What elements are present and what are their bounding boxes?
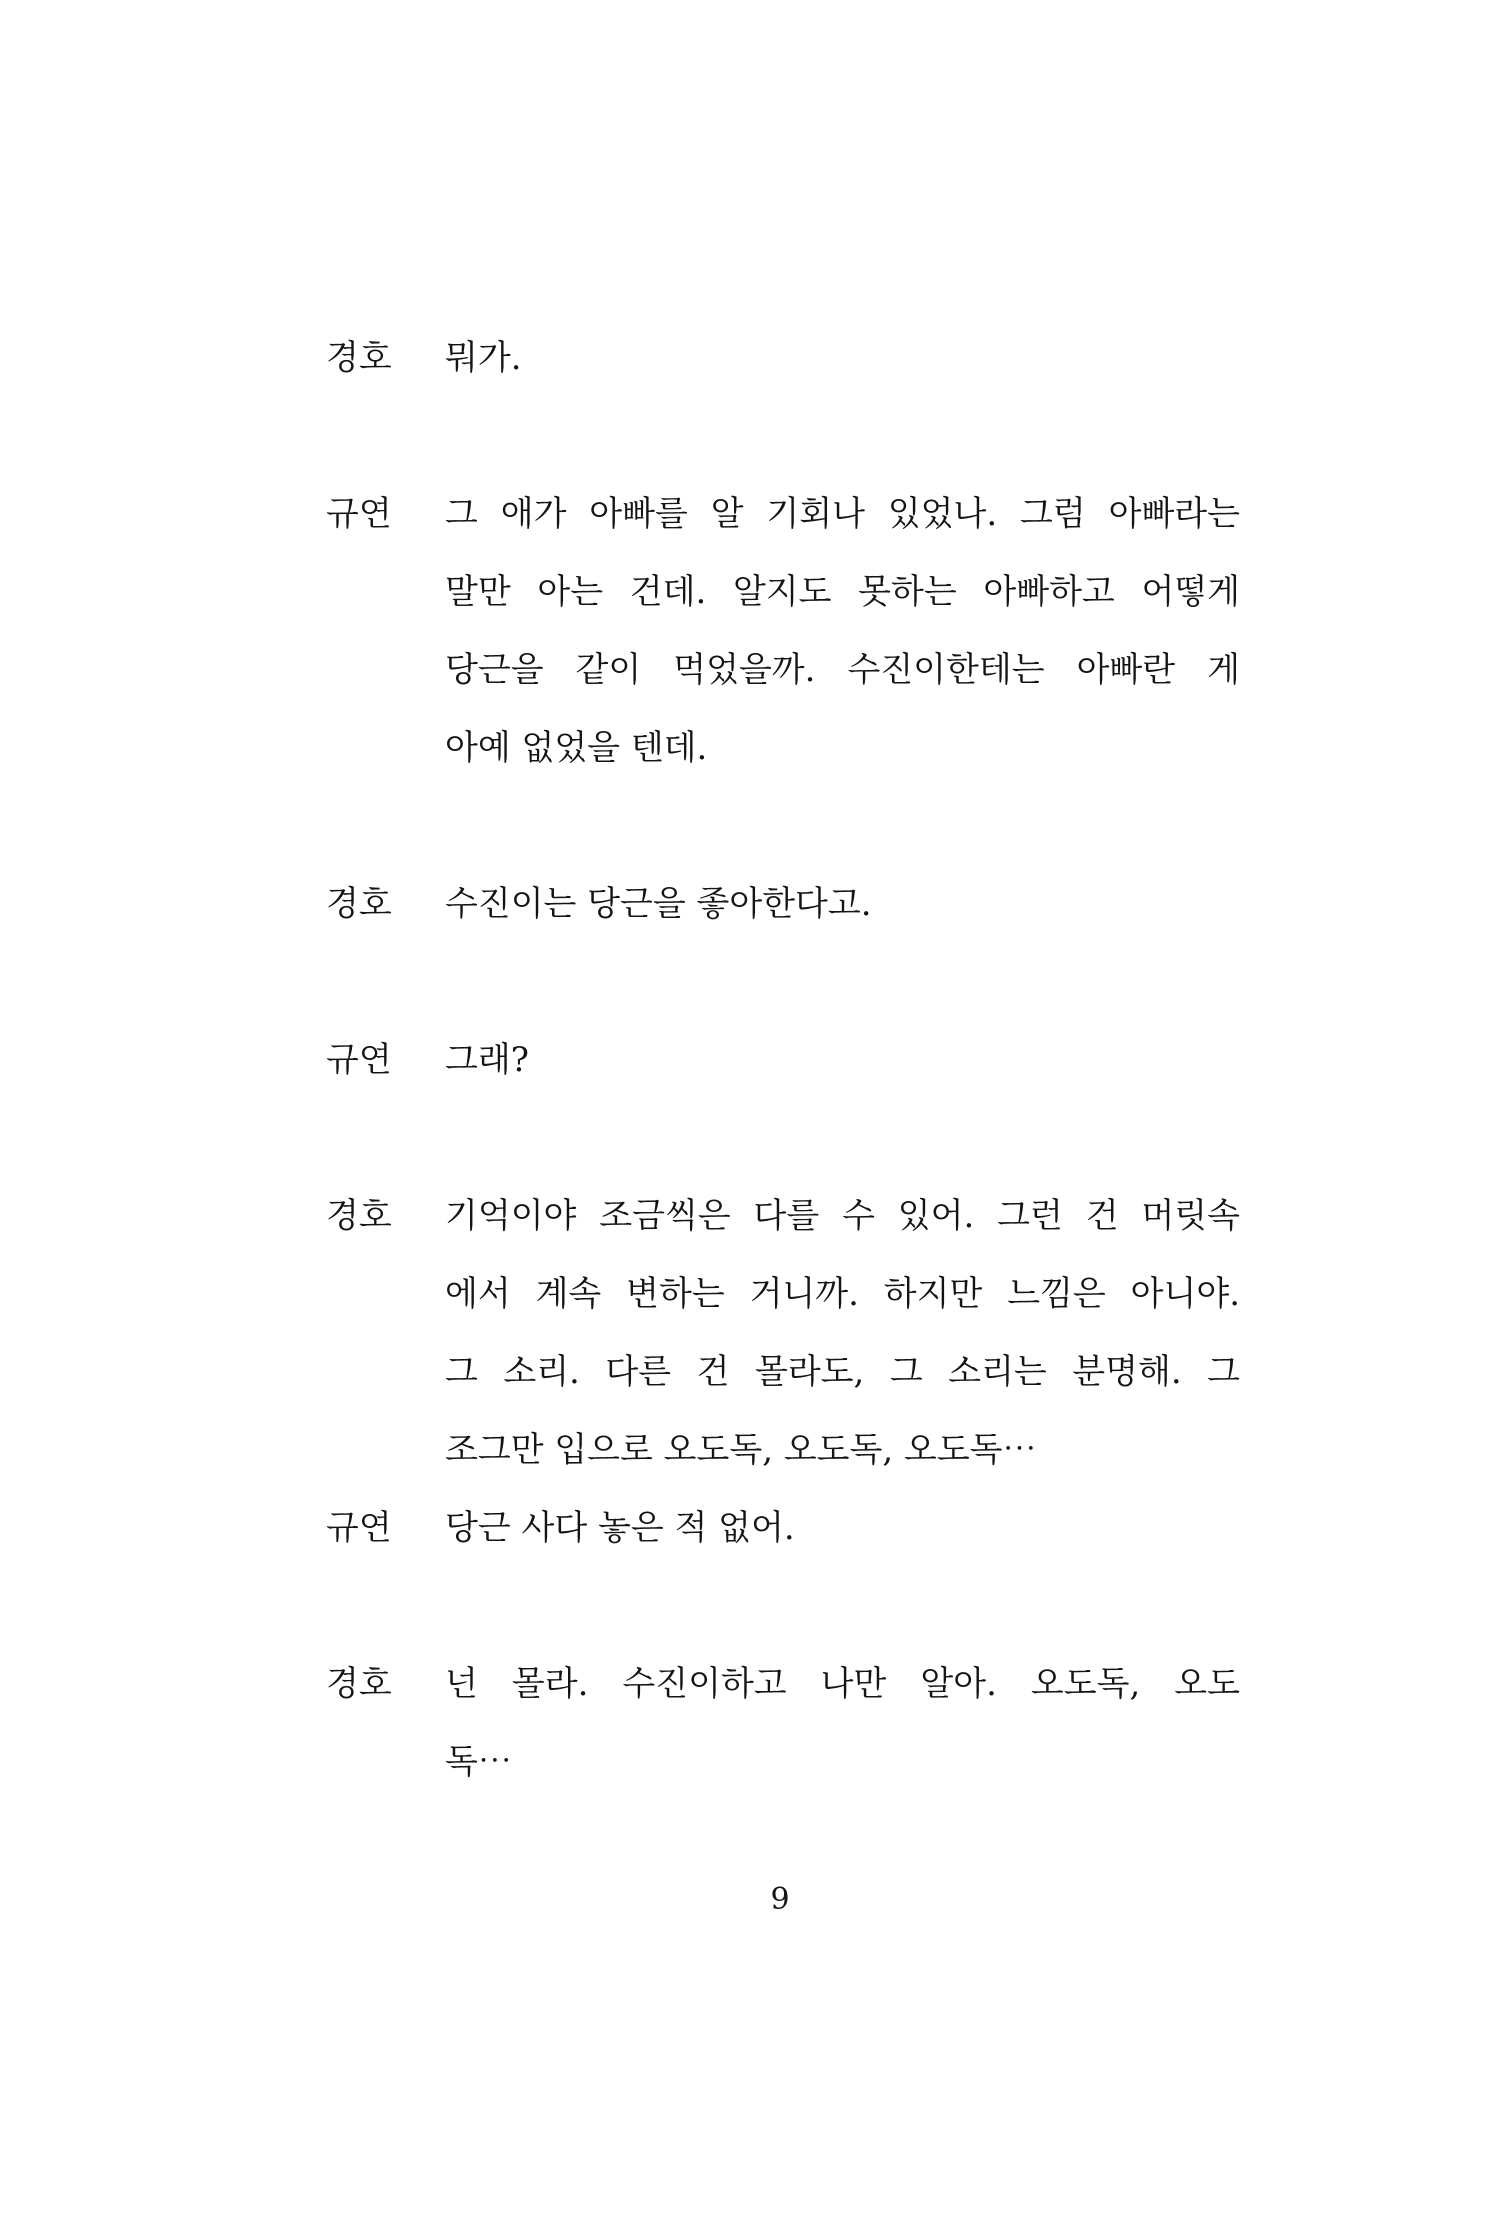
speaker-name: 규연 <box>326 1508 392 1548</box>
dialogue-line: 수진이는 당근을 좋아한다고. <box>445 884 872 924</box>
speaker-name: 경호 <box>326 338 392 378</box>
dialogue-entry <box>326 319 1246 397</box>
dialogue-entry <box>326 1645 1246 1801</box>
dialogue-line: 에서 계속 변하는 거니까. 하지만 느낌은 아니야. <box>445 1274 1240 1314</box>
dialogue-entry <box>326 475 1246 787</box>
dialogue-text <box>445 319 1240 397</box>
dialogue-text <box>445 1021 1240 1099</box>
dialogue-line: 독⋯ <box>445 1742 512 1782</box>
dialogue-entry <box>326 1177 1246 1489</box>
dialogue-entry <box>326 1489 1246 1567</box>
dialogue-line: 뭐가. <box>445 338 522 378</box>
page-number: 9 <box>770 1882 790 1917</box>
dialogue-line: 기억이야 조금씩은 다를 수 있어. 그런 건 머릿속 <box>445 1196 1240 1236</box>
speaker-name: 규연 <box>326 1040 392 1080</box>
dialogue-line: 당근을 같이 먹었을까. 수진이한테는 아빠란 게 <box>445 650 1240 690</box>
dialogue-line: 아예 없었을 텐데. <box>445 728 708 768</box>
dialogue-entry <box>326 1021 1246 1099</box>
dialogue-text <box>445 1177 1240 1489</box>
speaker-name: 규연 <box>326 494 392 534</box>
speaker-name: 경호 <box>326 1664 392 1704</box>
dialogue-line: 말만 아는 건데. 알지도 못하는 아빠하고 어떻게 <box>445 572 1240 612</box>
speaker-name: 경호 <box>326 884 392 924</box>
script-body <box>326 319 1246 1879</box>
dialogue-line: 넌 몰라. 수진이하고 나만 알아. 오도독, 오도 <box>445 1664 1240 1704</box>
dialogue-text <box>445 865 1240 943</box>
dialogue-text <box>445 1489 1240 1567</box>
dialogue-line: 그 소리. 다른 건 몰라도, 그 소리는 분명해. 그 <box>445 1352 1240 1392</box>
dialogue-line: 당근 사다 놓은 적 없어. <box>445 1508 795 1548</box>
dialogue-line: 그 애가 아빠를 알 기회나 있었나. 그럼 아빠라는 <box>445 494 1240 534</box>
dialogue-entry <box>326 865 1246 943</box>
dialogue-text <box>445 475 1240 787</box>
dialogue-text <box>445 1645 1240 1801</box>
dialogue-line: 조그만 입으로 오도독, 오도독, 오도독⋯ <box>445 1430 1037 1470</box>
speaker-name: 경호 <box>326 1196 392 1236</box>
dialogue-line: 그래? <box>445 1040 529 1080</box>
